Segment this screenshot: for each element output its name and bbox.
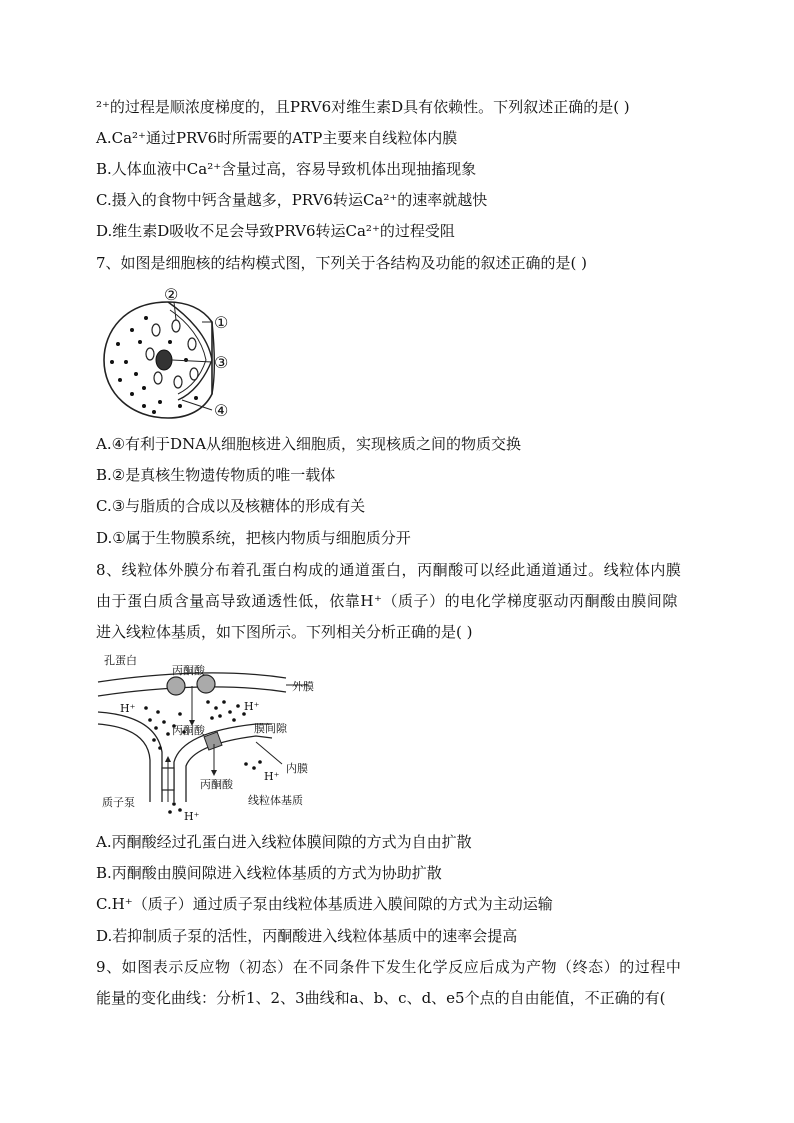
- q8-option-a: A.丙酮酸经过孔蛋白进入线粒体膜间隙的方式为自由扩散: [96, 833, 472, 851]
- q8-option-c: C.H⁺（质子）通过质子泵由线粒体基质进入膜间隙的方式为主动运输: [96, 895, 553, 913]
- nucleus-diagram: [96, 282, 276, 432]
- label-3: ③: [214, 353, 229, 372]
- q7-option-d: D.①属于生物膜系统，把核内物质与细胞质分开: [96, 529, 411, 547]
- label-matrix: 线粒体基质: [248, 794, 303, 807]
- label-h-inner: H⁺: [264, 770, 280, 783]
- mitochondria-membrane-diagram: [96, 652, 346, 824]
- q6-stem-tail: ²⁺的过程是顺浓度梯度的，且PRV6对维生素D具有依赖性。下列叙述正确的是( ): [96, 98, 630, 116]
- q7-stem: 7、如图是细胞核的结构模式图，下列关于各结构及功能的叙述正确的是( ): [96, 254, 588, 272]
- label-1: ①: [214, 313, 229, 332]
- q7-option-b: B.②是真核生物遗传物质的唯一载体: [96, 466, 336, 484]
- q8-stem-line1: 8、线粒体外膜分布着孔蛋白构成的通道蛋白，丙酮酸可以经此通道通过。线粒体内膜: [96, 561, 682, 579]
- q7-option-a: A.④有利于DNA从细胞核进入细胞质，实现核质之间的物质交换: [96, 435, 522, 453]
- label-4: ④: [214, 401, 229, 420]
- label-h-right: H⁺: [244, 700, 260, 713]
- q9-stem-line1: 9、如图表示反应物（初态）在不同条件下发生化学反应后成为产物（终态）的过程中: [96, 958, 682, 976]
- q6-option-b: B.人体血液中Ca²⁺含量过高，容易导致机体出现抽搐现象: [96, 160, 477, 178]
- label-h-bottom: H⁺: [184, 810, 200, 823]
- q6-option-d: D.维生素D吸收不足会导致PRV6转运Ca²⁺的过程受阻: [96, 222, 455, 240]
- label-pyruvate-bottom: 丙酮酸: [200, 778, 233, 791]
- q6-option-a: A.Ca²⁺通过PRV6时所需要的ATP主要来自线粒体内膜: [96, 129, 458, 147]
- label-porin: 孔蛋白: [104, 654, 137, 667]
- q8-option-b: B.丙酮酸由膜间隙进入线粒体基质的方式为协助扩散: [96, 864, 442, 882]
- label-outer-membrane: 外膜: [292, 680, 314, 693]
- q6-option-c: C.摄入的食物中钙含量越多，PRV6转运Ca²⁺的速率就越快: [96, 191, 488, 209]
- q8-stem-line2: 由于蛋白质含量高导致通透性低，依靠H⁺（质子）的电化学梯度驱动丙酮酸由膜间隙: [96, 592, 678, 610]
- label-h-left: H⁺: [120, 702, 136, 715]
- label-pyruvate-mid: 丙酮酸: [172, 724, 205, 737]
- label-proton-pump: 质子泵: [102, 796, 135, 809]
- q9-stem-line2: 能量的变化曲线：分析1、2、3曲线和a、b、c、d、e5个点的自由能值，不正确的有(: [96, 989, 666, 1007]
- q8-stem-line3: 进入线粒体基质，如下图所示。下列相关分析正确的是( ): [96, 623, 473, 641]
- label-2: ②: [164, 285, 179, 304]
- q8-option-d: D.若抑制质子泵的活性，丙酮酸进入线粒体基质中的速率会提高: [96, 927, 518, 945]
- label-pyruvate-top: 丙酮酸: [172, 664, 205, 677]
- q7-option-c: C.③与脂质的合成以及核糖体的形成有关: [96, 497, 366, 515]
- label-intermembrane: 膜间隙: [254, 722, 287, 735]
- label-inner-membrane: 内膜: [286, 762, 308, 775]
